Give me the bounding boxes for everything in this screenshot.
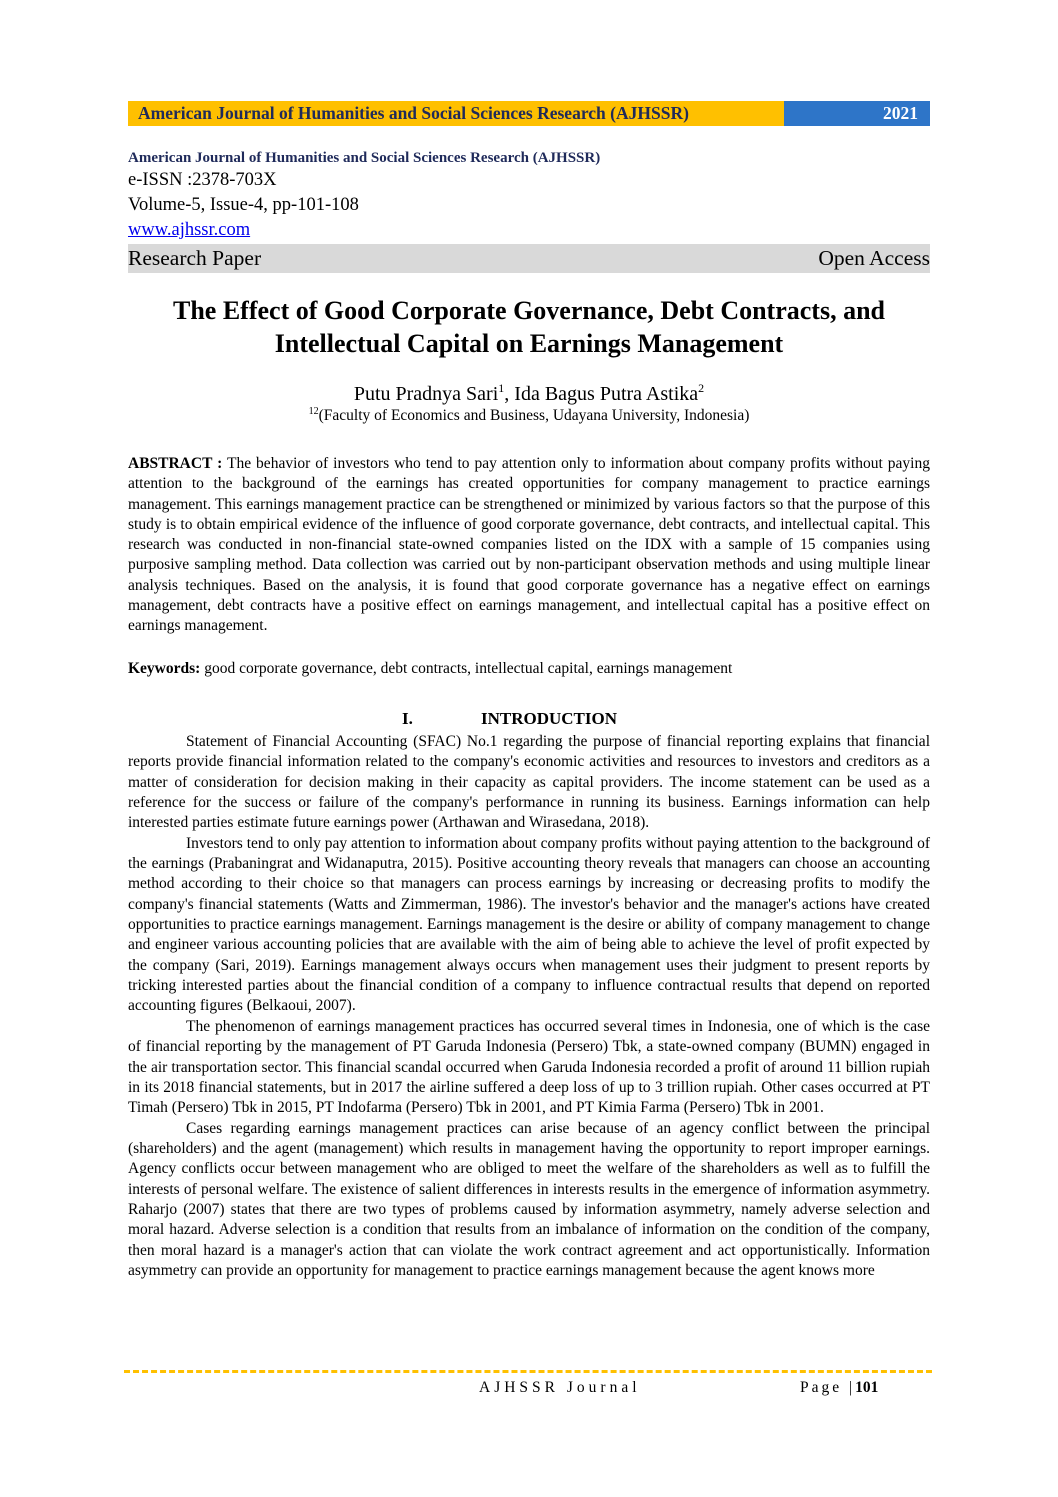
abstract-label: ABSTRACT : xyxy=(128,455,223,472)
section-number: I. xyxy=(402,709,413,728)
introduction-body xyxy=(128,732,930,1281)
author-superscript: 1 xyxy=(498,381,505,395)
body-paragraph: The phenomenon of earnings management practices has occurred several times in Indonesia, one of which is the case of financial reporting by the management of PT Garuda Indonesia (Persero) Tbk, a state-owned company (BUMN) engaged in the air transportation sector. This financial scandal occurred when Garuda Indonesia recorded a profit of around 11 billion rupiah in its 2018 financial statements, but in 2017 the airline suffered a deep loss of up to 3 trillion rupiah. Other cases occurred at PT Timah (Persero) Tbk in 2015, PT Indofarma (Persero) Tbk in 2001, and PT Kimia Farma (Persero) Tbk in 2001. xyxy=(128,1017,930,1117)
footer-divider xyxy=(124,1370,932,1373)
keywords-label: Keywords: xyxy=(128,660,201,677)
keywords-text: good corporate governance, debt contracts, intellectual capital, earnings management xyxy=(200,660,733,677)
journal-meta xyxy=(128,148,930,273)
author-name: Putu Pradnya Sari xyxy=(353,383,499,405)
volume-issue: Volume-5, Issue-4, pp-101-108 xyxy=(128,195,359,215)
body-paragraph: Statement of Financial Accounting (SFAC) No.1 regarding the purpose of financial reporting explains that financial reports provide financial information related to the company's economic activities and resources to investors and creditors as a matter of consideration for decision making in their capacity as capital providers. The income statement can be used as a reference for the success or failure of the company's performance in running its business. Earnings information can help interested parties estimate future earnings power (Arthawan and Wirasedana, 2018). xyxy=(128,733,930,832)
banner-journal-title: American Journal of Humanities and Social Sciences Research (AJHSSR) xyxy=(128,101,784,126)
author-separator: , xyxy=(504,383,515,405)
banner-year: 2021 xyxy=(784,101,930,126)
author-name: Ida Bagus Putra Astika xyxy=(514,383,699,405)
paper-type-bar xyxy=(128,244,930,273)
affiliation xyxy=(128,402,930,426)
section-title: INTRODUCTION xyxy=(481,709,618,728)
abstract-text: The behavior of investors who tend to pay attention only to information about company profits without paying attention to the background of the earnings has created opportunities for company management to practice earnings management. This earnings management practice can be strengthened or minimized by various factors so that the purpose of this study is to obtain empirical evidence of the influence of good corporate governance, debt contracts, and intellectual capital. This research was conducted in non-financial state-owned companies listed on the IDX with a sample of 15 companies using purposive sampling method. Data collection was carried out by non-participant observation methods and using multiple linear analysis techniques. Based on the analysis, it is found that good corporate governance has a negative effect on earnings management, debt contracts have a positive effect on earnings management, and intellectual capital has a positive effect on earnings management. xyxy=(128,455,930,635)
footer-page xyxy=(800,1378,878,1398)
journal-name: American Journal of Humanities and Social Sciences Research (AJHSSR) xyxy=(128,150,601,166)
paper-title: The Effect of Good Corporate Governance, Debt Contracts, and Intellectual Capital on Earnings Management xyxy=(172,296,885,358)
eissn: e-ISSN :2378-703X xyxy=(128,170,277,190)
abstract xyxy=(128,454,930,637)
access-type: Open Access xyxy=(818,246,930,270)
body-paragraph: Investors tend to only pay attention to information about company profits without paying attention to the background of the earnings (Prabaningrat and Widanaputra, 2015). Positive accounting theory reveals that managers can choose an accounting method according to their choice so that managers can process earnings by increasing or decreasing profits to modify the company's financial statements (Watts and Zimmerman, 1986). The investor's behavior and the manager's actions have created opportunities to practice earnings management. Earnings management is the desire or ability of company management to change and engineer various accounting policies that are available with the aim of being able to achieve the level of profit expected by the company (Sari, 2019). Earnings management always occurs when management uses their judgment to present reports by tricking interested parties about the financial condition of a company to influence contractual results that depend on reported accounting figures (Belkaoui, 2007). xyxy=(128,834,930,1015)
journal-banner xyxy=(128,101,930,126)
paper-type: Research Paper xyxy=(128,246,262,270)
affiliation-superscript: 12 xyxy=(308,406,319,417)
keywords xyxy=(128,659,930,679)
page-label: Page | xyxy=(800,1379,856,1396)
affiliation-text: (Faculty of Economics and Business, Udayana University, Indonesia) xyxy=(318,407,750,424)
body-paragraph: Cases regarding earnings management practices can arise because of an agency conflict between the principal (shareholders) and the agent (management) which results in management having the opportunity to report improper earnings. Agency conflicts occur between management who are obliged to meet the welfare of the shareholders as well as to fulfill the interests of personal welfare. The existence of salient differences in interests results in the emergence of information asymmetry. Raharjo (2007) states that there are two types of problems caused by information asymmetry, namely adverse selection and moral hazard. Adverse selection is a condition that results from an imbalance of information on the condition of the company, then moral hazard is a manager's action that can violate the work contract agreement and act opportunistically. Information asymmetry can provide an opportunity for management to practice earnings management because the agent knows more xyxy=(128,1119,930,1279)
website-link[interactable]: www.ajhssr.com xyxy=(128,220,251,240)
author-superscript: 2 xyxy=(698,381,705,395)
page-number: 101 xyxy=(855,1379,879,1396)
footer-journal: AJHSSR Journal xyxy=(479,1379,641,1396)
